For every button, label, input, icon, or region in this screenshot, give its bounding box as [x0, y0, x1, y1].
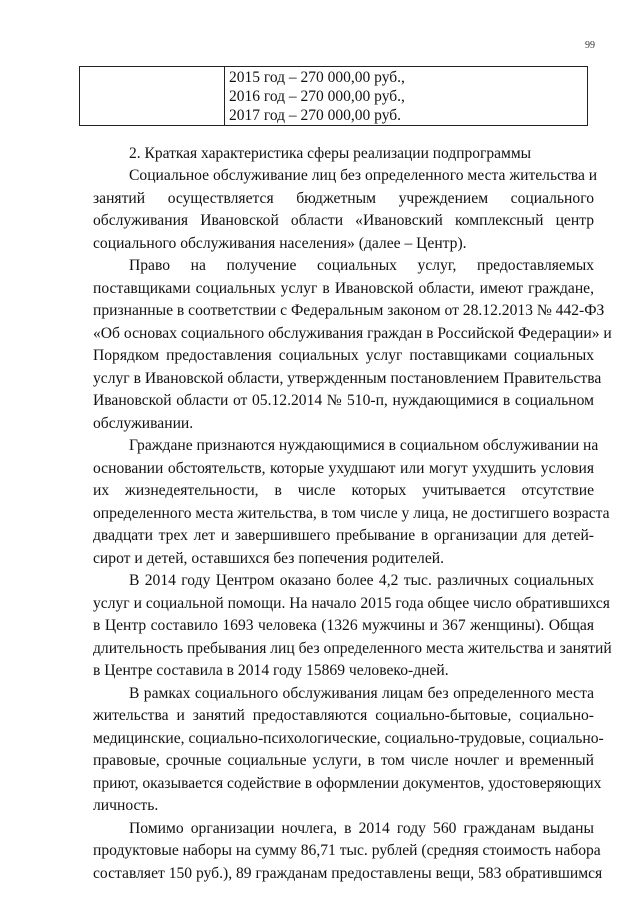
- paragraph-line: Ивановской области от 05.12.2014 № 510-п, нуждающимися в социальном: [93, 392, 594, 409]
- paragraph-line: жительства и занятий предоставляются социально-бытовые, социально-: [93, 707, 594, 724]
- paragraph-line: услуг в Ивановской области, утвержденным постановлением Правительства: [93, 369, 602, 387]
- funding-row: 2015 год – 270 000,00 руб.,: [229, 69, 405, 86]
- paragraph-line: в Центр составило 1693 человека (1326 мужчины и 367 женщины). Общая: [93, 617, 594, 634]
- page-number: 99: [585, 40, 595, 51]
- funding-table-empty-cell: [80, 67, 225, 125]
- paragraph-line: Право на получение социальных услуг, предоставляемых: [129, 257, 594, 274]
- paragraph-line: В 2014 году Центром оказано более 4,2 тыс. различных социальных: [129, 572, 594, 589]
- paragraph: [93, 165, 598, 255]
- funding-table: [79, 66, 588, 126]
- paragraph-line: Граждане признаются нуждающимися в социальном обслуживании на: [129, 437, 599, 454]
- paragraph-line: медицинские, социально-психологические, социально-трудовые, социально-: [93, 729, 604, 747]
- paragraph-line: сирот и детей, оставшихся без попечения родителей.: [93, 549, 444, 567]
- paragraph-line: Социальное обслуживание лиц без определенного места жительства и: [129, 167, 598, 184]
- paragraph: [93, 683, 604, 818]
- paragraph-line: занятий осуществляется бюджетным учреждением социального: [93, 189, 594, 207]
- paragraph-line: В рамках социального обслуживания лицам без определенного места: [129, 684, 594, 702]
- paragraph-line: составляет 150 руб.), 89 гражданам предоставлены вещи, 583 обратившимся: [93, 864, 603, 882]
- paragraph-line: определенного места жительства, в том числе у лица, не достигшего возраста: [93, 504, 610, 522]
- document-body: [93, 165, 612, 885]
- paragraph: [93, 818, 603, 886]
- paragraph-line: социального обслуживания населения» (далее – Центр).: [93, 234, 467, 252]
- paragraph-line: приют, оказывается содействие в оформлении документов, удостоверяющих: [93, 774, 602, 792]
- funding-table-values-cell: [225, 67, 587, 125]
- funding-row: 2017 год – 270 000,00 руб.: [229, 107, 402, 124]
- paragraph: [93, 435, 610, 570]
- paragraph-line: Порядком предоставления социальных услуг поставщиками социальных: [93, 347, 594, 364]
- paragraph-line: «Об основах социального обслуживания граждан в Российской Федерации» и: [93, 324, 612, 342]
- paragraph-line: правовые, срочные социальные услуги, в том числе ночлег и временный: [93, 752, 594, 769]
- paragraph: [93, 570, 612, 683]
- paragraph: [93, 255, 612, 435]
- paragraph-line: обслуживании.: [93, 414, 194, 432]
- section-heading: 2. Краткая характеристика сферы реализации подпрограммы: [129, 145, 532, 162]
- paragraph-line: основании обстоятельств, которые ухудшают или могут ухудшить условия: [93, 459, 594, 477]
- paragraph-line: продуктовые наборы на сумму 86,71 тыс. рублей (средняя стоимость набора: [93, 842, 601, 859]
- funding-row: 2016 год – 270 000,00 руб.,: [229, 88, 405, 105]
- paragraph-line: в Центре составила в 2014 году 15869 человеко-дней.: [93, 662, 449, 679]
- paragraph-line: двадцати трех лет и завершившего пребывание в организации для детей-: [93, 527, 594, 544]
- paragraph-line: Помимо организации ночлега, в 2014 году 560 гражданам выданы: [129, 819, 594, 837]
- paragraph-line: личность.: [93, 797, 159, 814]
- paragraph-line: длительность пребывания лиц без определенного места жительства и занятий: [93, 639, 612, 657]
- paragraph-line: поставщиками социальных услуг в Ивановской области, имеют граждане,: [93, 279, 594, 297]
- paragraph-line: их жизнедеятельности, в числе которых учитывается отсутствие: [93, 482, 594, 499]
- paragraph-line: услуг и социальной помощи. На начало 2015 года общее число обратившихся: [93, 594, 610, 612]
- paragraph-line: признанные в соответствии с Федеральным законом от 28.12.2013 № 442-ФЗ: [93, 302, 605, 319]
- paragraph-line: обслуживания Ивановской области «Ивановский комплексный центр: [93, 212, 594, 229]
